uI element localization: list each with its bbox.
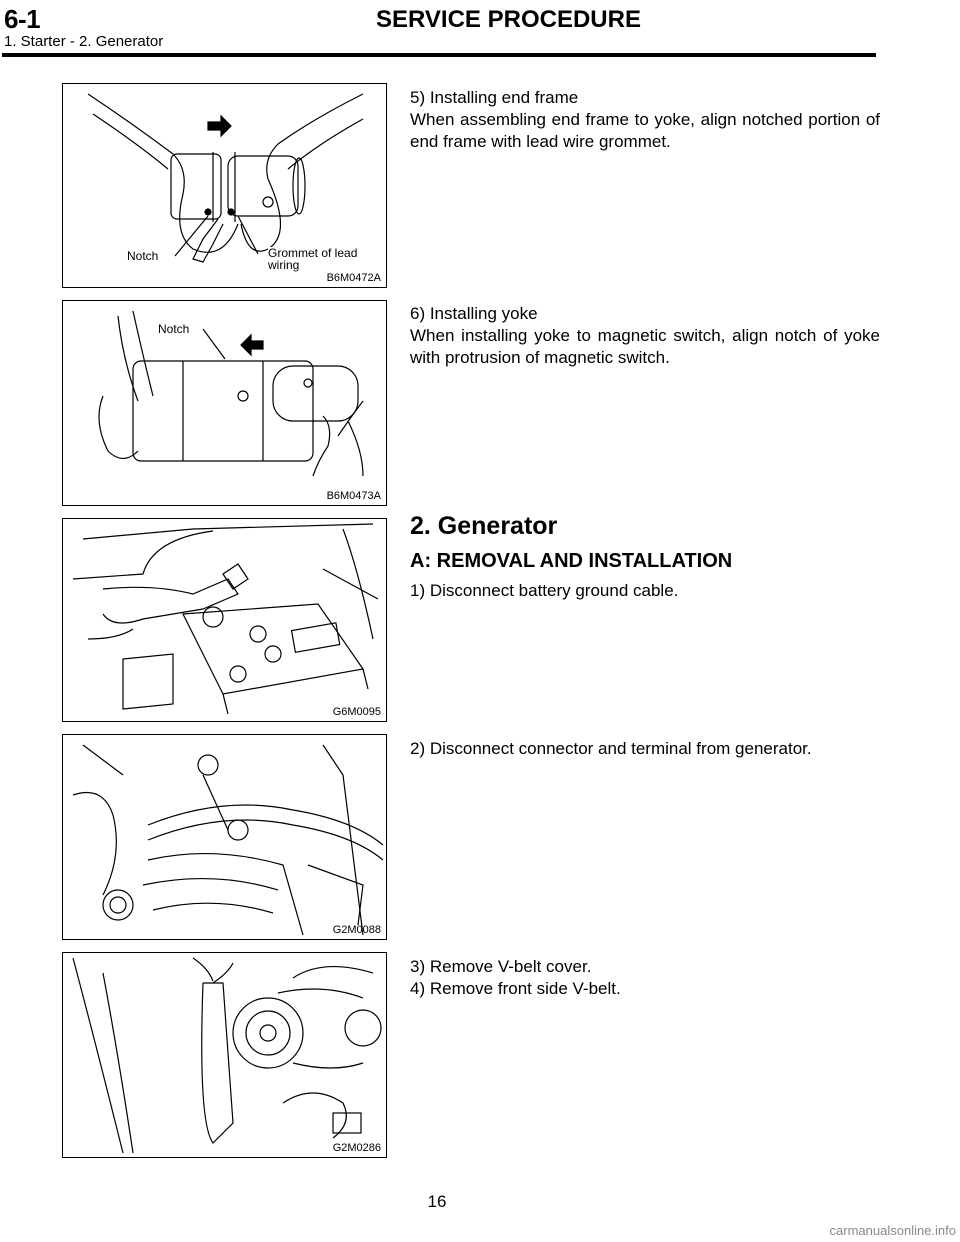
generator-step-3: 3) Remove V-belt cover. [410, 957, 592, 976]
figure-battery [62, 518, 387, 722]
generator-step-4: 4) Remove front side V-belt. [410, 979, 621, 998]
subsection-heading: A: REMOVAL AND INSTALLATION [410, 550, 733, 572]
footer-watermark[interactable]: carmanualsonline.info [829, 1223, 956, 1238]
generator-step-2: 2) Disconnect connector and terminal from generator. [410, 739, 812, 758]
page-number: 16 [427, 1192, 447, 1211]
figure-code: B6M0473A [326, 490, 381, 502]
header-rule [2, 53, 876, 57]
section-number: 6-1 [4, 4, 41, 34]
step-6-text [410, 303, 880, 369]
figure-end-frame [62, 83, 387, 288]
figure-code: G2M0088 [332, 924, 381, 936]
page-title: SERVICE PROCEDURE [376, 6, 641, 33]
callout-notch: Notch [158, 322, 190, 336]
figure-code: G2M0286 [332, 1142, 381, 1154]
generator-step-1: 1) Disconnect battery ground cable. [410, 581, 679, 600]
step-5-body: When assembling end frame to yoke, align notched portion of end frame with lead wire grommet. [410, 110, 880, 151]
generator-connector-illustration [63, 735, 387, 940]
figure-code: B6M0472A [326, 272, 381, 284]
yoke-illustration [63, 301, 387, 506]
figure-code: G6M0095 [332, 706, 381, 718]
callout-grommet: Grommet of lead wiring [268, 246, 358, 272]
step-6-body: When installing yoke to magnetic switch, align notch of yoke with protrusion of magnetic switch. [410, 326, 880, 367]
section-heading: 2. Generator [410, 512, 558, 540]
figure-v-belt [62, 952, 387, 1158]
page-subtitle: 1. Starter - 2. Generator [4, 33, 164, 50]
battery-illustration [63, 519, 387, 722]
figure-yoke [62, 300, 387, 506]
figure-generator-connector [62, 734, 387, 940]
step-6-title: 6) Installing yoke [410, 304, 538, 323]
step-5-text [410, 87, 880, 153]
generator-steps-3-4 [410, 956, 880, 1000]
callout-notch: Notch [127, 249, 159, 263]
step-5-title: 5) Installing end frame [410, 88, 579, 107]
v-belt-illustration [63, 953, 387, 1158]
